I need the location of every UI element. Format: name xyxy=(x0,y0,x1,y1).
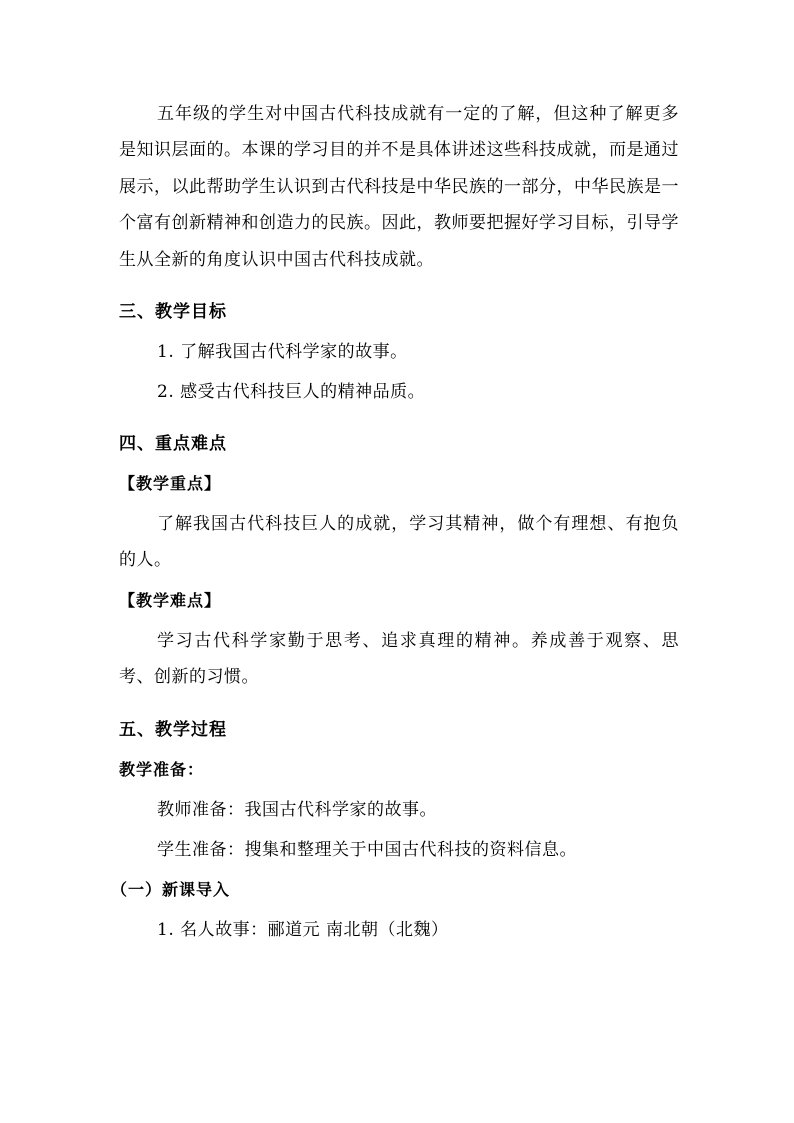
document-page xyxy=(111,96,679,948)
section-3-title: 三、教学目标 xyxy=(119,302,227,323)
objective-item-1: 1. 了解我国古代科学家的故事。 xyxy=(157,342,408,363)
difficulty-label: 【教学难点】 xyxy=(119,590,222,610)
key-point-text: 了解我国古代科技巨人的成就，学习其精神，做个有理想、有抱负的人。 xyxy=(119,514,679,571)
intro-paragraph: 五年级的学生对中国古代科技成就有一定的了解，但这种了解更多是知识层面的。本课的学习目的并不是具体讲述这些科技成就，而是通过展示，以此帮助学生认识到古代科技是中华民族的一部分，中华民族是一个富有创新精神和创造力的民族。因此，教师要把握好学习目标，引导学生从全新的角度认识中国古代科技成就。 xyxy=(119,104,679,270)
section-4-title: 四、重点难点 xyxy=(119,434,227,455)
student-prep: 学生准备：搜集和整理关于中国古代科技的资料信息。 xyxy=(157,839,577,860)
difficulty-text: 学习古代科学家勤于思考、追求真理的精神。养成善于观察、思考、创新的习惯。 xyxy=(119,630,679,688)
prep-label: 教学准备： xyxy=(119,759,205,779)
teacher-prep: 教师准备：我国古代科学家的故事。 xyxy=(157,799,437,820)
section-5-title: 五、教学过程 xyxy=(119,719,227,740)
subsection-1-item-1: 1. 名人故事：郦道元 南北朝（北魏） xyxy=(157,919,449,940)
subsection-1-title: （一）新课导入 xyxy=(111,879,231,899)
objective-item-2: 2. 感受古代科技巨人的精神品质。 xyxy=(157,382,426,403)
key-point-label: 【教学重点】 xyxy=(119,474,222,494)
